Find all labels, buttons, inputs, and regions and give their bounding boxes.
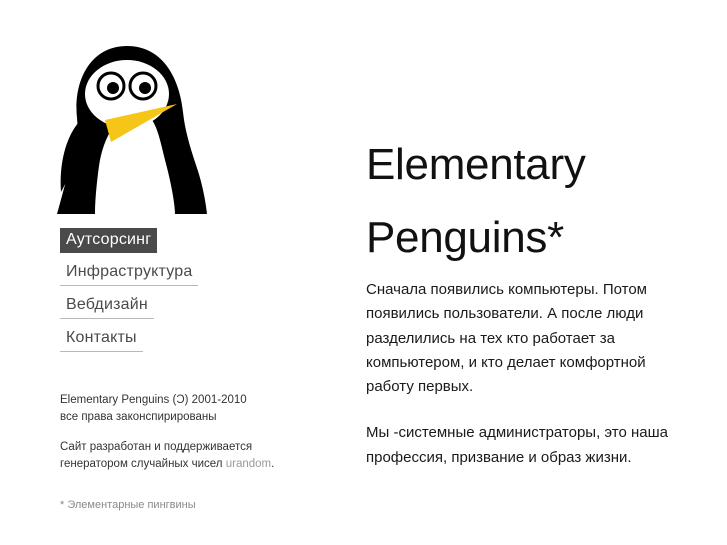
nav-item-outsourcing[interactable]: Аутсорсинг [60, 228, 157, 253]
right-column [366, 0, 706, 545]
copyright-block [60, 392, 320, 425]
paragraph-2: Мы -системные администраторы, это наша профессия, призвание и образ жизни. [366, 424, 668, 466]
urandom-link[interactable]: urandom [225, 458, 272, 471]
penguin-logo-icon [55, 42, 240, 217]
credit-line-1: Сайт разработан и поддерживается [60, 441, 253, 454]
footer-info [60, 392, 320, 487]
page-title-line-2: Penguins* [366, 213, 564, 263]
page-title-line-1: Elementary [366, 140, 586, 190]
nav-item-contacts[interactable]: Контакты [60, 326, 143, 352]
footnote-text: * Элементарные пингвины [60, 499, 196, 511]
credit-line-2 [60, 456, 320, 473]
copyright-line-2: все права законспирированы [60, 410, 217, 423]
page-title [366, 129, 696, 274]
credit-suffix: . [271, 458, 275, 471]
main-navigation [60, 228, 300, 359]
credit-prefix: генератором случайных чисел [60, 458, 226, 471]
copyright-line-1: Elementary Penguins (Ɔ) 2001-2010 [60, 394, 247, 406]
left-column [0, 0, 330, 545]
nav-item-infrastructure[interactable]: Инфраструктура [60, 260, 198, 286]
paragraph-1: Сначала появились компьютеры. Потом появились пользователи. А после люди разделились на тех кто работает за компьютером, и кто делает комфортной работу первых. [366, 281, 647, 396]
nav-item-webdesign[interactable]: Вебдизайн [60, 293, 154, 319]
credit-block [60, 439, 320, 472]
body-content [366, 278, 676, 492]
